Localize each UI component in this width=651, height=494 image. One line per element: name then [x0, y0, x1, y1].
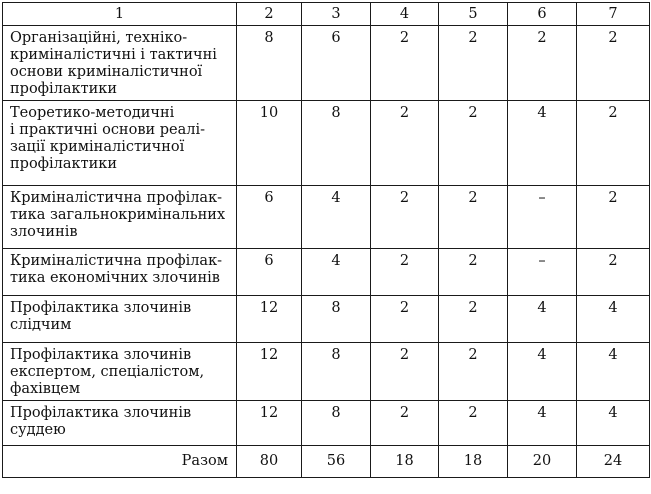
- header-row: [3, 3, 650, 26]
- value-cell-col-6: 4: [508, 401, 577, 446]
- header-col-4: 4: [371, 3, 439, 26]
- value-cell-col-5: 2: [439, 101, 508, 186]
- value-cell-col-7: 4: [577, 401, 650, 446]
- value-cell-col-2: 12: [237, 401, 302, 446]
- value-cell-col-6: 4: [508, 343, 577, 401]
- topic-line: Криміналістична профілак-: [10, 190, 223, 206]
- table-row: [3, 186, 650, 249]
- header-col-7: 7: [577, 3, 650, 26]
- header-col-6: 6: [508, 3, 577, 26]
- value-cell-col-6: –: [508, 186, 577, 249]
- total-value-col-7: 24: [577, 446, 650, 478]
- value-cell-col-2: 10: [237, 101, 302, 186]
- value-cell-col-3: 4: [302, 186, 371, 249]
- value-cell-col-5: 2: [439, 26, 508, 101]
- value-cell-col-2: 6: [237, 186, 302, 249]
- topic-line: експертом, спеціалістом,: [10, 364, 205, 380]
- topic-line: злочинів: [10, 224, 78, 240]
- value-cell-col-5: 2: [439, 249, 508, 296]
- value-cell-col-4: 2: [371, 296, 439, 343]
- table-row: [3, 401, 650, 446]
- header-col-1: 1: [3, 3, 237, 26]
- topic-line: профілактики: [10, 81, 117, 97]
- value-cell-col-6: –: [508, 249, 577, 296]
- total-label: Разом: [3, 446, 237, 478]
- header-col-5: 5: [439, 3, 508, 26]
- topic-cell: [3, 296, 237, 343]
- topic-line: основи криміналістичної: [10, 64, 203, 80]
- value-cell-col-7: 2: [577, 26, 650, 101]
- value-cell-col-3: 4: [302, 249, 371, 296]
- value-cell-col-3: 8: [302, 401, 371, 446]
- total-row: [3, 446, 650, 478]
- value-cell-col-5: 2: [439, 401, 508, 446]
- topic-line: зації криміналістичної: [10, 139, 185, 155]
- total-value-col-6: 20: [508, 446, 577, 478]
- header-col-3: 3: [302, 3, 371, 26]
- topic-cell: [3, 186, 237, 249]
- value-cell-col-3: 8: [302, 343, 371, 401]
- topic-cell: [3, 101, 237, 186]
- value-cell-col-7: 2: [577, 101, 650, 186]
- value-cell-col-5: 2: [439, 186, 508, 249]
- value-cell-col-7: 4: [577, 343, 650, 401]
- topic-line: криміналістичні і тактичні: [10, 47, 217, 63]
- topic-line: слідчим: [10, 317, 72, 333]
- value-cell-col-4: 2: [371, 186, 439, 249]
- value-cell-col-5: 2: [439, 343, 508, 401]
- topic-line: профілактики: [10, 156, 117, 172]
- value-cell-col-7: 2: [577, 186, 650, 249]
- value-cell-col-2: 12: [237, 343, 302, 401]
- topic-line: тика загальнокримінальних: [10, 207, 226, 223]
- topic-cell: [3, 343, 237, 401]
- table-row: [3, 26, 650, 101]
- value-cell-col-2: 12: [237, 296, 302, 343]
- topic-line: Профілактика злочинів: [10, 300, 192, 316]
- total-value-col-5: 18: [439, 446, 508, 478]
- topic-cell: [3, 401, 237, 446]
- value-cell-col-6: 4: [508, 296, 577, 343]
- topic-line: тика економічних злочинів: [10, 270, 220, 286]
- value-cell-col-3: 8: [302, 296, 371, 343]
- value-cell-col-3: 8: [302, 101, 371, 186]
- value-cell-col-2: 6: [237, 249, 302, 296]
- table-row: [3, 296, 650, 343]
- topic-line: Криміналістична профілак-: [10, 253, 223, 269]
- topic-line: фахівцем: [10, 381, 81, 397]
- value-cell-col-6: 2: [508, 26, 577, 101]
- value-cell-col-7: 2: [577, 249, 650, 296]
- value-cell-col-4: 2: [371, 26, 439, 101]
- topic-line: Профілактика злочинів: [10, 347, 192, 363]
- topic-line: і практичні основи реалі-: [10, 122, 206, 138]
- topic-line: Профілактика злочинів: [10, 405, 192, 421]
- value-cell-col-4: 2: [371, 343, 439, 401]
- value-cell-col-6: 4: [508, 101, 577, 186]
- value-cell-col-2: 8: [237, 26, 302, 101]
- value-cell-col-4: 2: [371, 249, 439, 296]
- value-cell-col-4: 2: [371, 401, 439, 446]
- table-row: [3, 343, 650, 401]
- value-cell-col-5: 2: [439, 296, 508, 343]
- value-cell-col-4: 2: [371, 101, 439, 186]
- table-row: [3, 249, 650, 296]
- total-value-col-3: 56: [302, 446, 371, 478]
- header-col-2: 2: [237, 3, 302, 26]
- total-value-col-2: 80: [237, 446, 302, 478]
- table-row: [3, 101, 650, 186]
- total-value-col-4: 18: [371, 446, 439, 478]
- course-hours-table: [2, 2, 650, 478]
- topic-cell: [3, 26, 237, 101]
- topic-line: суддею: [10, 422, 66, 438]
- topic-cell: [3, 249, 237, 296]
- topic-line: Теоретико-методичні: [10, 105, 175, 121]
- topic-line: Організаційні, техніко-: [10, 30, 188, 46]
- value-cell-col-3: 6: [302, 26, 371, 101]
- value-cell-col-7: 4: [577, 296, 650, 343]
